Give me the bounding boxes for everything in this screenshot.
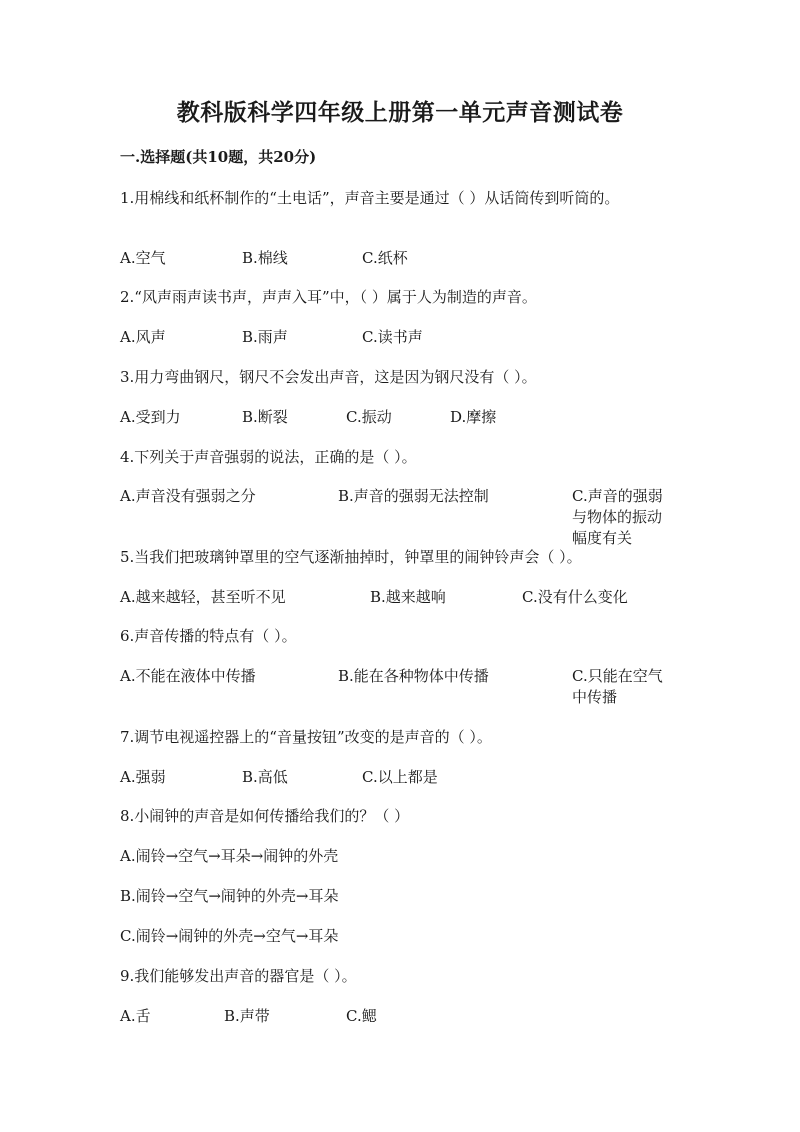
question-5-option-c: C.没有什么变化 <box>522 588 628 606</box>
question-4-options <box>120 486 680 547</box>
question-8-option-a: A.闹铃→空气→耳朵→闹钟的外壳 <box>120 847 339 865</box>
question-2-option-b: B.雨声 <box>242 328 288 346</box>
question-3-options <box>120 407 680 427</box>
question-5-stem: 5.当我们把玻璃钟罩里的空气逐渐抽掉时，钟罩里的闹钟铃声会（ ）。 <box>120 548 582 566</box>
question-9-options <box>120 1006 680 1026</box>
question-9-option-c: C.鳃 <box>346 1007 377 1025</box>
question-4-stem: 4.下列关于声音强弱的说法，正确的是（ ）。 <box>120 448 417 466</box>
question-1-option-a: A.空气 <box>120 249 166 267</box>
question-6-option-b: B.能在各种物体中传播 <box>338 667 489 685</box>
question-8-option-b: B.闹铃→空气→闹钟的外壳→耳朵 <box>120 887 339 905</box>
question-2-stem: 2.“风声雨声读书声，声声入耳”中，（ ）属于人为制造的声音。 <box>120 288 537 306</box>
question-4-option-a: A.声音没有强弱之分 <box>120 487 256 505</box>
question-7-option-c: C.以上都是 <box>362 768 438 786</box>
question-1-options <box>120 248 680 268</box>
section-heading: 一.选择题(共10题，共20分) <box>120 148 317 166</box>
question-9-option-a: A.舌 <box>120 1007 151 1025</box>
question-5-option-b: B.越来越响 <box>370 588 446 606</box>
question-3-stem: 3.用力弯曲钢尺，钢尺不会发出声音，这是因为钢尺没有（ ）。 <box>120 368 537 386</box>
question-2-options <box>120 327 680 347</box>
question-6-option-c: C.只能在空气中传播 <box>572 667 663 706</box>
question-9-option-b: B.声带 <box>224 1007 270 1025</box>
question-3-option-c: C.振动 <box>346 408 392 426</box>
question-5-options <box>120 587 680 607</box>
question-9-stem: 9.我们能够发出声音的器官是（ ）。 <box>120 967 357 985</box>
question-8-stem: 8.小闹钟的声音是如何传播给我们的？（ ） <box>120 807 410 825</box>
question-7-option-a: A.强弱 <box>120 768 166 786</box>
question-1-option-c: C.纸杯 <box>362 249 408 267</box>
question-4-option-b: B.声音的强弱无法控制 <box>338 487 489 505</box>
question-1-stem: 1.用棉线和纸杯制作的“土电话”，声音主要是通过（ ）从话筒传到听筒的。 <box>120 189 620 207</box>
question-4-option-c: C.声音的强弱与物体的振动幅度有关 <box>572 487 663 547</box>
question-6-options <box>120 666 680 706</box>
question-1-option-b: B.棉线 <box>242 249 288 267</box>
question-5-option-a: A.越来越轻，甚至听不见 <box>120 588 286 606</box>
question-3-option-d: D.摩擦 <box>450 408 497 426</box>
question-7-stem: 7.调节电视遥控器上的“音量按钮”改变的是声音的（ ）。 <box>120 728 492 746</box>
question-3-option-b: B.断裂 <box>242 408 288 426</box>
question-7-options <box>120 767 680 787</box>
question-6-stem: 6.声音传播的特点有（ ）。 <box>120 627 297 645</box>
question-3-option-a: A.受到力 <box>120 408 181 426</box>
question-2-option-a: A.风声 <box>120 328 166 346</box>
page-title: 教科版科学四年级上册第一单元声音测试卷 <box>176 99 624 126</box>
question-6-option-a: A.不能在液体中传播 <box>120 667 256 685</box>
question-2-option-c: C.读书声 <box>362 328 423 346</box>
question-8-option-c: C.闹铃→闹钟的外壳→空气→耳朵 <box>120 927 339 945</box>
question-7-option-b: B.高低 <box>242 768 288 786</box>
